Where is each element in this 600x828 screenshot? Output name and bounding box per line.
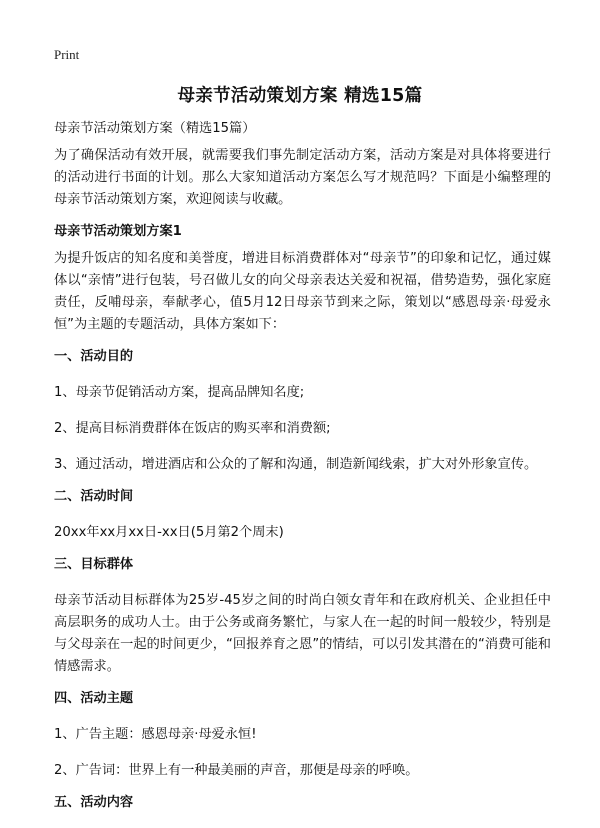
purpose-item-2: 2、提高目标消费群体在饭店的购买率和消费额;	[54, 421, 331, 436]
audience-heading: 三、目标群体	[54, 557, 134, 572]
theme-item-1: 1、广告主题：感恩母亲·母爱永恒!	[54, 727, 257, 742]
content-heading: 五、活动内容	[54, 795, 134, 810]
document-title: 母亲节活动策划方案 精选15篇	[177, 86, 423, 106]
print-link[interactable]: Print	[54, 47, 80, 62]
plan1-heading: 母亲节活动策划方案1	[54, 224, 182, 239]
time-heading: 二、活动时间	[54, 489, 134, 504]
document-body	[54, 118, 551, 814]
intro-paragraph: 为了确保活动有效开展，就需要我们事先制定活动方案，活动方案是对具体将要进行的活动进行书面的计划。那么大家知道活动方案怎么写才规范吗？下面是小编整理的母亲节活动策划方案，欢迎阅读与收藏。	[54, 148, 551, 207]
subtitle: 母亲节活动策划方案（精选15篇）	[54, 121, 256, 136]
purpose-heading: 一、活动目的	[54, 349, 134, 364]
purpose-item-3: 3、通过活动，增进酒店和公众的了解和沟通，制造新闻线索，扩大对外形象宣传。	[54, 457, 538, 472]
purpose-item-1: 1、母亲节促销活动方案，提高品牌知名度;	[54, 385, 305, 400]
plan1-paragraph: 为提升饭店的知名度和美誉度，增进目标消费群体对“母亲节”的印象和记忆，通过媒体以“亲情”进行包装，号召做儿女的向父母亲表达关爱和祝福，借势造势，强化家庭责任，反哺母亲，奉献孝心，值5月12日母亲节到来之际，策划以“感恩母亲·母爱永恒”为主题的专题活动，具体方案如下：	[54, 251, 551, 332]
theme-item-2: 2、广告词：世界上有一种最美丽的声音，那便是母亲的呼唤。	[54, 763, 419, 778]
time-text: 20xx年xx月xx日-xx日(5月第2个周末)	[54, 525, 284, 540]
audience-text: 母亲节活动目标群体为25岁-45岁之间的时尚白领女青年和在政府机关、企业担任中高层职务的成功人士。由于公务或商务繁忙，与家人在一起的时间一般较少，特别是与父母亲在一起的时间更少，“回报养育之恩”的情结，可以引发其潜在的“消费可能和情感需求。	[54, 593, 551, 674]
theme-heading: 四、活动主题	[54, 691, 134, 706]
